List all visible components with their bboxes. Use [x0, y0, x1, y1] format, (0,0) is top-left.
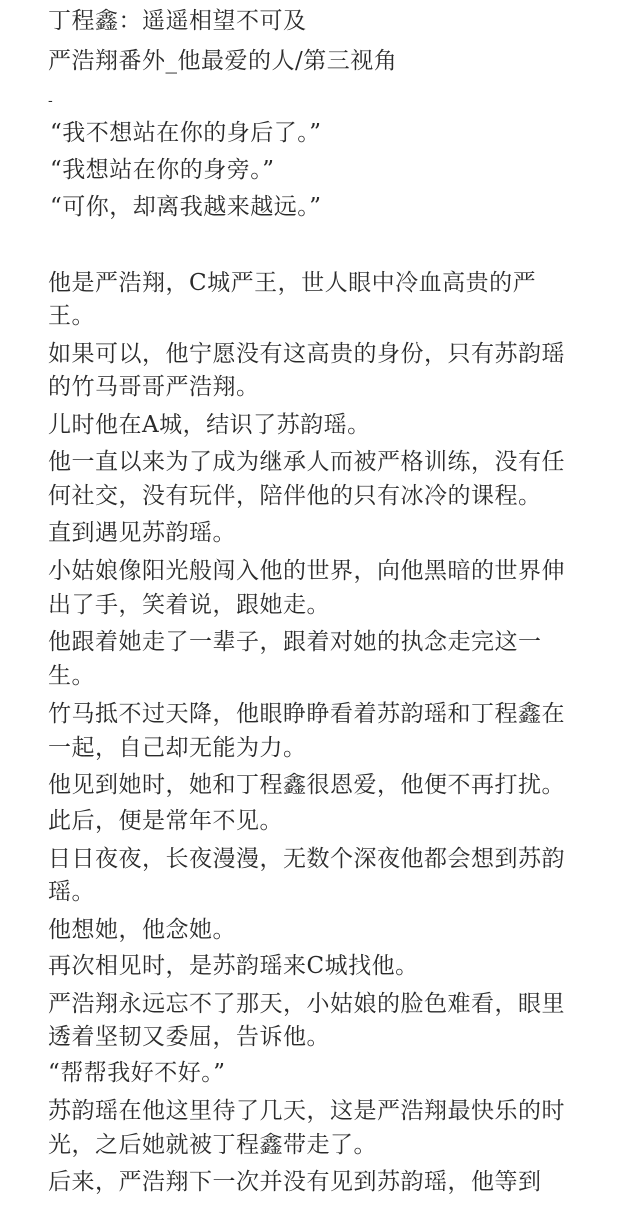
body-line: 的竹马哥哥严浩翔。 [48, 374, 260, 400]
body-line: 后来，严浩翔下一次并没有见到苏韵瑶，他等到 [48, 1169, 542, 1195]
body-line: 再次相见时，是苏韵瑶来C城找他。 [48, 953, 419, 979]
body-line: 瑶。 [48, 879, 95, 905]
body-line: 他跟着她走了一辈子，跟着对她的执念走完这一 [48, 629, 542, 655]
quote-line: “可你，却离我越来越远。” [50, 194, 322, 220]
body-line: 如果可以，他宁愿没有这高贵的身份，只有苏韵瑶 [48, 341, 565, 367]
body-line: “帮帮我好不好。” [48, 1060, 226, 1086]
body-line: 此后，便是常年不见。 [48, 808, 283, 834]
body-line: 日日夜夜，长夜漫漫，无数个深夜他都会想到苏韵 [48, 846, 565, 872]
body-line: 王。 [48, 303, 95, 329]
quote-line: “我不想站在你的身后了。” [50, 120, 322, 146]
body-line: 直到遇见苏韵瑶。 [48, 520, 236, 546]
body-line: 他是严浩翔，C城严王，世人眼中冷血高贵的严 [48, 270, 537, 296]
body-line: 他想她，他念她。 [48, 917, 236, 943]
title-line-1: 丁程鑫：遥遥相望不可及 [48, 8, 307, 34]
body-line: 透着坚韧又委屈，告诉他。 [48, 1024, 330, 1050]
body-line: 苏韵瑶在他这里待了几天，这是严浩翔最快乐的时 [48, 1098, 565, 1124]
body-line: 儿时他在A城，结识了苏韵瑶。 [48, 412, 371, 438]
body-line: 何社交，没有玩伴，陪伴他的只有冰冷的课程。 [48, 483, 542, 509]
quote-line: “我想站在你的身旁。” [50, 157, 275, 183]
divider-dash: - [48, 93, 54, 109]
title-line-2: 严浩翔番外_他最爱的人/第三视角 [48, 48, 398, 74]
body-line: 他见到她时，她和丁程鑫很恩爱，他便不再打扰。 [48, 772, 565, 798]
body-line: 光，之后她就被丁程鑫带走了。 [48, 1132, 377, 1158]
body-line: 一起，自己却无能为力。 [48, 735, 307, 761]
body-line: 严浩翔永远忘不了那天，小姑娘的脸色难看，眼里 [48, 991, 565, 1017]
body-line: 他一直以来为了成为继承人而被严格训练，没有任 [48, 449, 565, 475]
body-line: 出了手，笑着说，跟她走。 [48, 592, 330, 618]
body-line: 竹马抵不过天降，他眼睁睁看着苏韵瑶和丁程鑫在 [48, 701, 565, 727]
body-line: 小姑娘像阳光般闯入他的世界，向他黑暗的世界伸 [48, 558, 565, 584]
body-line: 生。 [48, 663, 95, 689]
